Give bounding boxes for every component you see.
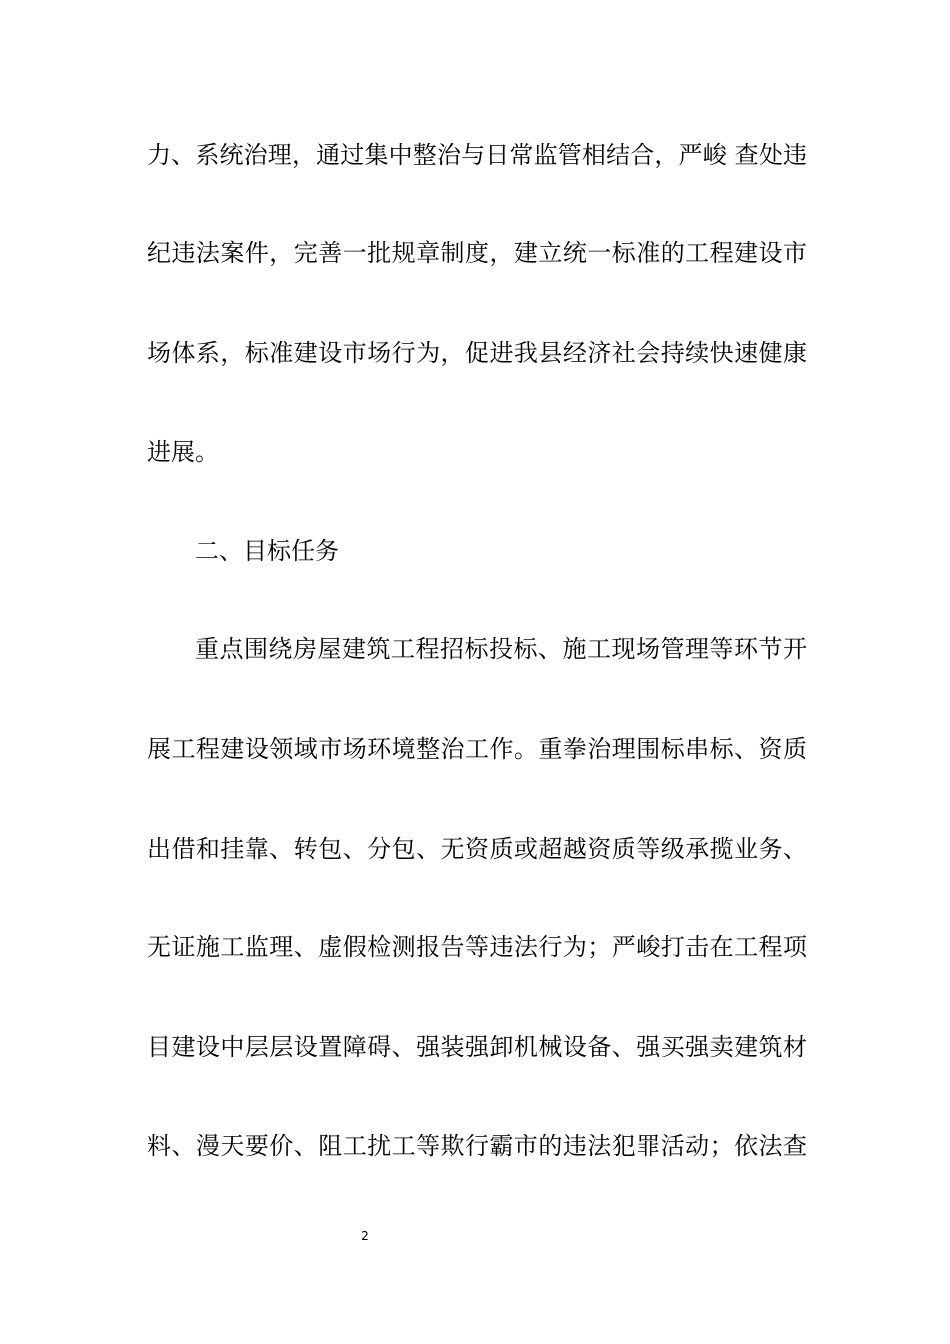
paragraph-2-line-4: 无证施工监理、虚假检测报告等违法行为；严峻打击在工程项 (147, 933, 807, 961)
paragraph-2-line-6: 料、漫天要价、阻工扰工等欺行霸市的违法犯罪活动；依法查 (147, 1132, 807, 1160)
paragraph-1-line-1: 力、系统治理，通过集中整治与日常监管相结合，严峻 查处违 (147, 141, 807, 169)
paragraph-1-line-4: 进展。 (147, 438, 219, 466)
page-number: 2 (361, 1229, 369, 1243)
section-heading: 二、目标任务 (195, 537, 339, 565)
paragraph-2-line-1: 重点围绕房屋建筑工程招标投标、施工现场管理等环节开 (195, 635, 807, 663)
paragraph-2-line-3: 出借和挂靠、转包、分包、无资质或超越资质等级承揽业务、 (147, 835, 807, 863)
paragraph-1-line-2: 纪违法案件，完善一批规章制度，建立统一标准的工程建设市 (147, 239, 807, 267)
paragraph-2-line-2: 展工程建设领域市场环境整治工作。重拳治理围标串标、资质 (147, 735, 807, 763)
paragraph-2-line-5: 目建设中层层设置障碍、强装强卸机械设备、强买强卖建筑材 (147, 1033, 807, 1061)
paragraph-1-line-3: 场体系，标准建设市场行为，促进我县经济社会持续快速健康 (147, 339, 807, 367)
